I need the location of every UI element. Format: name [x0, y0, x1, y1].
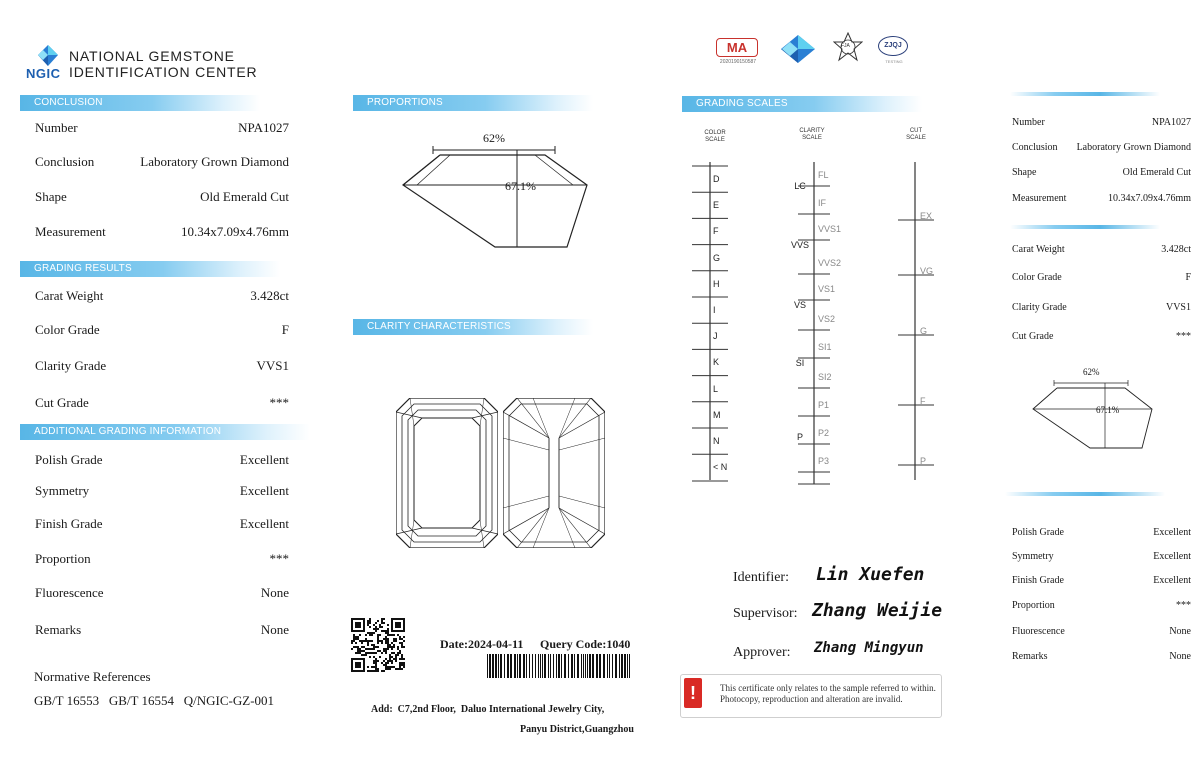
color-grade-8: L [713, 383, 719, 394]
section-banner-proportions: PROPORTIONS [353, 95, 593, 111]
zjqj-badge-sub: TESTING [885, 59, 903, 64]
symmetry-label: Symmetry [35, 483, 90, 498]
approver-signature: Zhang Mingyun [814, 640, 924, 656]
ma-badge [716, 38, 760, 70]
warning-icon: ! [684, 678, 702, 708]
color-grade-7: K [713, 357, 720, 368]
supervisor-label: Supervisor: [733, 606, 798, 621]
symmetry-value: Excellent [239, 483, 289, 498]
cut-grade-2: G [920, 326, 928, 336]
color-grade-0: D [713, 174, 720, 184]
org-abbr: NGIC [26, 66, 61, 81]
measurement-value: 10.34x7.09x4.76mm [181, 224, 289, 239]
conclusion-label: Conclusion [35, 154, 95, 169]
stub-color-grade-value: F [1185, 272, 1191, 283]
qr-code[interactable] [351, 618, 405, 672]
clarity-grade-7: SI2 [818, 372, 832, 382]
cut-grade-3: F [920, 396, 926, 406]
clarity-group-0: LC [794, 181, 806, 191]
clarity-group-2: VS [793, 300, 806, 310]
section-banner-grading-scales: GRADING SCALES [682, 96, 922, 112]
color-grade-label: Color Grade [35, 322, 100, 337]
clarity-plot-pavilion [503, 398, 605, 548]
stub-polish-grade-label: Polish Grade [1012, 527, 1064, 538]
stub-finish-grade-label: Finish Grade [1012, 575, 1064, 586]
supervisor-signature: Zhang Weijie [812, 600, 943, 621]
identifier-label: Identifier: [733, 570, 789, 585]
section-banner-additional: ADDITIONAL GRADING INFORMATION [20, 424, 310, 440]
fja-seal-text: FJA [841, 43, 850, 49]
clarity-grade-8: P1 [818, 400, 830, 410]
carat-weight-label: Carat Weight [35, 288, 104, 303]
conclusion-value: Laboratory Grown Diamond [140, 154, 289, 169]
color-grade-2: F [713, 226, 719, 237]
clarity-grade-6: SI1 [818, 342, 832, 352]
disclaimer-text: This certificate only relates to the sample referred to within. Photocopy, reproduction and alteration are invalid. [720, 683, 936, 704]
section-banner-conclusion: CONCLUSION [20, 95, 260, 111]
stub-measurement-label: Measurement [1012, 193, 1067, 204]
finish-grade-label: Finish Grade [35, 516, 103, 531]
stub-number-value: NPA1027 [1151, 117, 1191, 128]
ma-badge-number: 2020190150587 [719, 59, 757, 65]
stub-polish-grade-value: Excellent [1153, 527, 1191, 538]
stub-symmetry-value: Excellent [1153, 551, 1191, 562]
proportion-value: *** [269, 551, 289, 566]
stub-measurement-value: 10.34x7.09x4.76mm [1107, 193, 1191, 204]
clarity-group-3: SI [795, 358, 805, 368]
color-grade-4: H [713, 278, 720, 289]
stub-finish-grade-value: Excellent [1153, 575, 1191, 586]
color-grade-5: I [713, 305, 716, 315]
proportion-depth-pct: 67.1% [505, 179, 536, 193]
section-banner-clarity: CLARITY CHARACTERISTICS [353, 319, 593, 335]
barcode [487, 654, 632, 678]
proportion-diagram [395, 130, 615, 260]
cut-grade-label: Cut Grade [35, 395, 89, 410]
address-line1: Add: C7,2nd Floor, Daluo International Jewelry City, [371, 704, 605, 715]
finish-grade-value: Excellent [239, 516, 289, 531]
fluorescence-value: None [260, 585, 289, 600]
color-grade-1: E [713, 200, 720, 211]
clarity-grade-10: P3 [818, 456, 830, 466]
stub-fluorescence-value: None [1169, 626, 1191, 637]
color-grade-value: F [281, 322, 289, 337]
diamond-logo-icon [30, 44, 66, 68]
org-name-line2: IDENTIFICATION CENTER [69, 64, 258, 80]
proportion-table-pct: 62% [483, 131, 505, 145]
report-date: Date:2024-04-11 [440, 637, 524, 651]
clarity-scale-title: CLARITY SCALE [799, 128, 825, 141]
clarity-grade-9: P2 [818, 428, 830, 438]
section-banner-grading-results: GRADING RESULTS [20, 261, 280, 277]
stub-cut-grade-value: *** [1176, 331, 1191, 342]
clarity-plot-crown [396, 398, 498, 548]
stub-carat-weight-label: Carat Weight [1012, 244, 1065, 255]
shape-value: Old Emerald Cut [200, 189, 289, 204]
stub-divider-bottom [1005, 492, 1165, 496]
stub-carat-weight-value: 3.428ct [1161, 244, 1191, 255]
normative-refs: GB/T 16553 GB/T 16554 Q/NGIC-GZ-001 [34, 693, 275, 708]
shape-label: Shape [35, 189, 67, 204]
approver-label: Approver: [733, 645, 791, 660]
identifier-signature: Lin Xuefen [816, 564, 925, 585]
normative-title: Normative References [34, 669, 151, 684]
ma-badge-mark: MA [716, 38, 758, 57]
clarity-grade-4: VS1 [818, 284, 836, 294]
org-name-line1: NATIONAL GEMSTONE [69, 48, 235, 64]
stub-proportion-label: Proportion [1012, 600, 1055, 611]
fluorescence-label: Fluorescence [35, 585, 104, 600]
query-code: Query Code:1040 [540, 637, 631, 651]
clarity-grade-value: VVS1 [256, 358, 289, 373]
number-label: Number [35, 120, 78, 135]
clarity-grade-2: VVS1 [818, 224, 842, 234]
zjqj-badge-mark: ZJQJ [878, 36, 908, 56]
clarity-grade-0: FL [818, 170, 829, 180]
disclaimer-box [680, 674, 942, 718]
cut-scale-title: CUT SCALE [906, 128, 926, 141]
polish-grade-label: Polish Grade [35, 452, 103, 467]
color-grade-11: < N [713, 462, 728, 473]
number-value: NPA1027 [238, 120, 289, 135]
stub-clarity-grade-value: VVS1 [1165, 302, 1191, 313]
stub-clarity-grade-label: Clarity Grade [1012, 302, 1067, 313]
stub-table-pct: 62% [1083, 367, 1100, 377]
stub-symmetry-label: Symmetry [1012, 551, 1054, 562]
proportion-label: Proportion [35, 551, 91, 566]
carat-weight-value: 3.428ct [250, 288, 289, 303]
polish-grade-value: Excellent [239, 452, 289, 467]
stub-divider-top [1010, 92, 1160, 96]
clarity-grade-label: Clarity Grade [35, 358, 107, 373]
clarity-grade-3: VVS2 [818, 258, 842, 268]
clarity-grade-1: IF [818, 198, 826, 208]
stub-shape-value: Old Emerald Cut [1122, 167, 1191, 178]
stub-remarks-label: Remarks [1012, 651, 1048, 662]
cut-grade-4: P [920, 456, 927, 466]
stub-number-label: Number [1012, 117, 1045, 128]
measurement-label: Measurement [35, 224, 106, 239]
stub-shape-label: Shape [1012, 167, 1037, 178]
clarity-group-4: P [796, 432, 803, 442]
remarks-label: Remarks [35, 622, 82, 637]
stub-conclusion-value: Laboratory Grown Diamond [1076, 142, 1191, 153]
color-grade-9: M [713, 409, 721, 420]
color-grade-3: G [713, 252, 721, 263]
stub-color-grade-label: Color Grade [1012, 272, 1062, 283]
ngic-diamond-icon [779, 34, 817, 64]
zjqj-badge [878, 36, 910, 70]
color-grade-10: N [713, 436, 720, 446]
stub-cut-grade-label: Cut Grade [1012, 331, 1054, 342]
cut-grade-0: EX [920, 211, 933, 221]
stub-remarks-value: None [1169, 651, 1191, 662]
stub-depth-pct: 67.1% [1096, 405, 1120, 415]
stub-fluorescence-label: Fluorescence [1012, 626, 1065, 637]
clarity-grade-5: VS2 [818, 314, 836, 324]
stub-proportion-value: *** [1176, 600, 1191, 611]
color-scale-title: COLOR SCALE [704, 130, 726, 143]
cut-grade-value: *** [269, 395, 289, 410]
address-line2: Panyu District,Guangzhou [520, 724, 634, 735]
color-grade-6: J [713, 331, 718, 342]
stub-divider-mid [1010, 225, 1160, 229]
clarity-group-1: VVS [790, 240, 809, 250]
remarks-value: None [260, 622, 289, 637]
stub-proportion-diagram [1030, 374, 1155, 454]
cut-grade-1: VG [920, 266, 934, 276]
stub-conclusion-label: Conclusion [1012, 142, 1058, 153]
